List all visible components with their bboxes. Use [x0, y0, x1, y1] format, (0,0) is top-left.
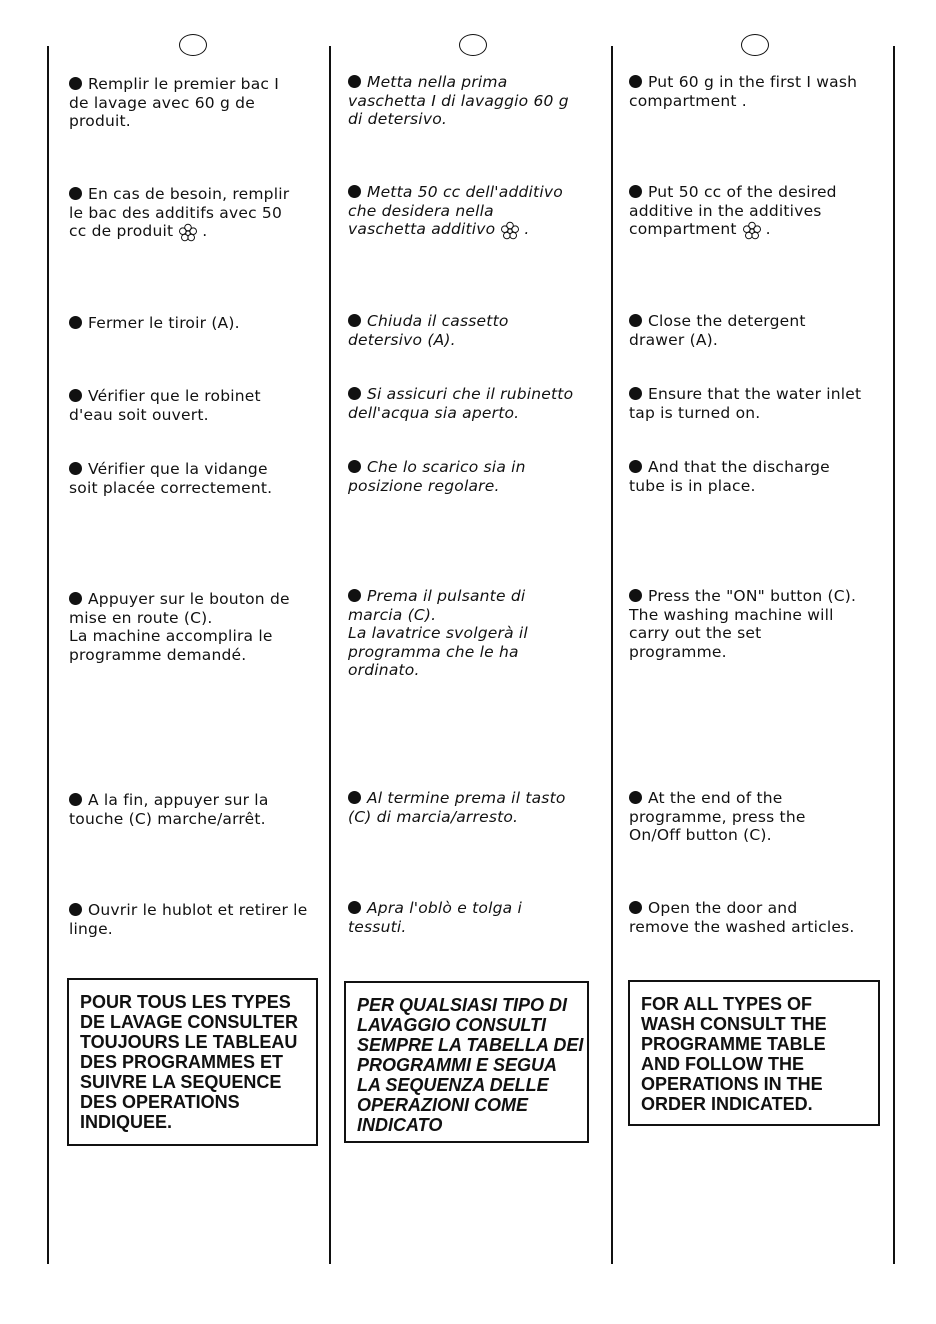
flower-icon — [742, 221, 762, 241]
step-text: Put 60 g in the first I wash — [648, 73, 858, 91]
step-text-tail: . — [524, 220, 530, 238]
notice-line: INDIQUEE. — [80, 1112, 173, 1132]
instruction-step-it — [348, 587, 528, 680]
notice-line: OPERAZIONI COME — [357, 1095, 529, 1115]
column-divider — [611, 46, 613, 1264]
bullet-dot-icon — [69, 592, 82, 605]
step-text: Metta nella prima — [367, 73, 508, 91]
bullet-dot-icon — [69, 77, 82, 90]
notice-line: TOUJOURS LE TABLEAU — [80, 1032, 298, 1052]
notice-line: DES PROGRAMMES ET — [80, 1052, 284, 1072]
step-text: de lavage avec 60 g de — [69, 93, 255, 112]
step-text: produit. — [69, 112, 131, 130]
step-text: La lavatrice svolgerà il — [348, 624, 528, 642]
instruction-step-it — [348, 385, 573, 422]
notice-line: WASH CONSULT THE — [641, 1014, 827, 1034]
step-text: compartment — [629, 220, 737, 238]
instruction-step-en — [629, 789, 806, 845]
bullet-dot-icon — [629, 901, 642, 914]
bullet-dot-icon — [348, 589, 361, 602]
step-text: En cas de besoin, remplir — [88, 185, 290, 203]
language-flag-circle-icon — [459, 34, 487, 56]
bullet-dot-icon — [69, 462, 82, 475]
step-text: programme demandé. — [69, 645, 247, 664]
notice-line: PROGRAMMI E SEGUA — [357, 1055, 558, 1075]
step-text: tap is turned on. — [629, 403, 761, 422]
notice-line: POUR TOUS LES TYPES — [80, 992, 291, 1012]
notice-line: DE LAVAGE CONSULTER — [80, 1012, 299, 1032]
step-text: A la fin, appuyer sur la — [88, 791, 269, 809]
notice-line: OPERATIONS IN THE — [641, 1074, 823, 1094]
bullet-dot-icon — [69, 187, 82, 200]
step-text: Prema il pulsante di — [367, 587, 526, 605]
step-text: The washing machine will — [629, 605, 834, 624]
step-text: Press the "ON" button (C). — [648, 587, 857, 605]
step-text: linge. — [69, 919, 113, 938]
step-text: remove the washed articles. — [629, 917, 855, 936]
step-text: cc de produit — [69, 222, 174, 240]
step-text: soit placée correctement. — [69, 478, 273, 497]
instruction-step-en — [629, 899, 855, 936]
step-text: carry out the set — [629, 624, 762, 642]
step-text: Chiuda il cassetto — [367, 312, 509, 330]
bullet-dot-icon — [348, 387, 361, 400]
step-text: compartment . — [629, 91, 747, 110]
flower-icon — [500, 221, 520, 241]
bullet-dot-icon — [69, 793, 82, 806]
instruction-step-fr — [69, 901, 307, 938]
step-text: Ouvrir le hublot et retirer le — [88, 901, 308, 919]
instruction-step-fr — [69, 185, 289, 243]
bullet-dot-icon — [629, 185, 642, 198]
step-text: At the end of the — [648, 789, 783, 807]
step-text: Appuyer sur le bouton de — [88, 590, 290, 608]
bullet-dot-icon — [348, 185, 361, 198]
notice-line: ORDER INDICATED. — [641, 1094, 813, 1114]
instruction-step-fr — [69, 387, 261, 424]
instruction-step-fr — [69, 75, 279, 131]
instruction-step-fr — [69, 460, 272, 497]
instruction-step-en — [629, 458, 830, 495]
bullet-dot-icon — [629, 460, 642, 473]
step-text: che desidera nella — [348, 201, 494, 220]
instruction-step-en — [629, 385, 861, 422]
step-text: La machine accomplira le — [69, 627, 273, 645]
instruction-step-it — [348, 899, 522, 936]
step-text: tube is in place. — [629, 476, 756, 495]
column-divider — [893, 46, 895, 1264]
step-text: d'eau soit ouvert. — [69, 405, 209, 424]
step-text: On/Off button (C). — [629, 826, 772, 844]
instruction-step-en — [629, 312, 806, 349]
bullet-dot-icon — [348, 460, 361, 473]
bullet-dot-icon — [629, 387, 642, 400]
instruction-step-it — [348, 789, 566, 826]
instruction-step-fr — [69, 314, 240, 333]
notice-box-it — [344, 981, 589, 1143]
step-text: dell'acqua sia aperto. — [348, 403, 520, 422]
step-text: mise en route (C). — [69, 608, 213, 627]
step-text: (C) di marcia/arresto. — [348, 807, 519, 826]
bullet-dot-icon — [629, 791, 642, 804]
instruction-step-en — [629, 587, 856, 661]
instruction-step-it — [348, 73, 569, 129]
notice-line: AND FOLLOW THE — [641, 1054, 804, 1074]
step-text: Ensure that the water inlet — [648, 385, 862, 403]
step-text: detersivo (A). — [348, 330, 456, 349]
step-text: vaschetta additivo — [348, 220, 496, 238]
instruction-step-fr — [69, 590, 290, 664]
step-text: Close the detergent — [648, 312, 806, 330]
notice-line: SEMPRE LA TABELLA DEI — [357, 1035, 584, 1055]
notice-line: INDICATO — [357, 1115, 443, 1135]
bullet-dot-icon — [629, 314, 642, 327]
instruction-step-en — [629, 73, 857, 110]
step-text: posizione regolare. — [348, 476, 500, 495]
bullet-dot-icon — [348, 75, 361, 88]
instruction-step-en — [629, 183, 837, 241]
step-text: And that the discharge — [648, 458, 830, 476]
step-text-tail: . — [202, 222, 208, 240]
notice-line: FOR ALL TYPES OF — [641, 994, 813, 1014]
step-text: Vérifier que la vidange — [88, 460, 268, 478]
step-text: Put 50 cc of the desired — [648, 183, 837, 201]
column-divider — [47, 46, 49, 1264]
bullet-dot-icon — [69, 316, 82, 329]
step-text: Metta 50 cc dell'additivo — [367, 183, 563, 201]
step-text: Vérifier que le robinet — [88, 387, 261, 405]
column-divider — [329, 46, 331, 1264]
flower-icon — [178, 223, 198, 243]
bullet-dot-icon — [629, 75, 642, 88]
notice-line: SUIVRE LA SEQUENCE — [80, 1072, 282, 1092]
bullet-dot-icon — [69, 903, 82, 916]
instruction-step-it — [348, 183, 563, 241]
instruction-step-it — [348, 458, 526, 495]
bullet-dot-icon — [348, 791, 361, 804]
notice-box-en — [628, 980, 880, 1126]
notice-line: PER QUALSIASI TIPO DI — [357, 995, 568, 1015]
bullet-dot-icon — [348, 314, 361, 327]
step-text: Remplir le premier bac I — [88, 75, 280, 93]
step-text: di detersivo. — [348, 110, 447, 128]
bullet-dot-icon — [348, 901, 361, 914]
step-text: marcia (C). — [348, 605, 437, 624]
step-text: Open the door and — [648, 899, 798, 917]
step-text: drawer (A). — [629, 330, 719, 349]
step-text-tail: . — [765, 220, 771, 238]
step-text: Si assicuri che il rubinetto — [367, 385, 574, 403]
step-text: vaschetta I di lavaggio 60 g — [348, 91, 569, 110]
notice-box-fr — [67, 978, 318, 1146]
notice-line: PROGRAMME TABLE — [641, 1034, 826, 1054]
step-text: additive in the additives — [629, 201, 822, 220]
step-text: touche (C) marche/arrêt. — [69, 809, 266, 828]
step-text: tessuti. — [348, 917, 407, 936]
step-text: Apra l'oblò e tolga i — [367, 899, 522, 917]
step-text: ordinato. — [348, 661, 420, 679]
bullet-dot-icon — [629, 589, 642, 602]
notice-line: DES OPERATIONS — [80, 1092, 240, 1112]
instruction-step-fr — [69, 791, 269, 828]
step-text: le bac des additifs avec 50 — [69, 203, 283, 222]
instruction-step-it — [348, 312, 509, 349]
step-text: programme. — [629, 642, 727, 661]
step-text: programma che le ha — [348, 642, 519, 661]
step-text: Fermer le tiroir (A). — [88, 314, 240, 332]
step-text: Al termine prema il tasto — [367, 789, 566, 807]
step-text: Che lo scarico sia in — [367, 458, 526, 476]
language-flag-circle-icon — [179, 34, 207, 56]
bullet-dot-icon — [69, 389, 82, 402]
step-text: programme, press the — [629, 807, 806, 826]
notice-line: LAVAGGIO CONSULTI — [357, 1015, 546, 1035]
language-flag-circle-icon — [741, 34, 769, 56]
notice-line: LA SEQUENZA DELLE — [357, 1075, 549, 1095]
